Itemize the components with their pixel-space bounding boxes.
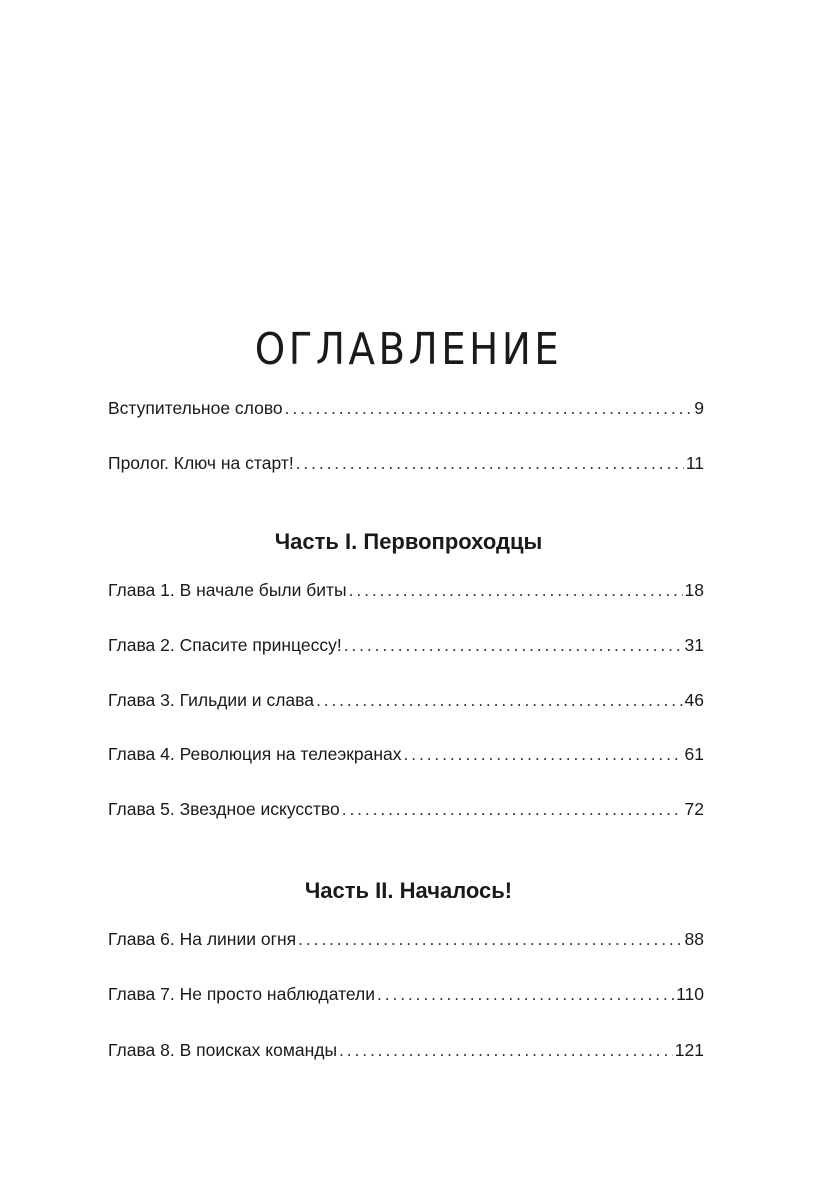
toc-entry-chapter-2	[108, 633, 704, 657]
toc-entry-chapter-1	[108, 578, 704, 602]
part-heading-2: Часть II. Началось!	[304, 878, 513, 903]
toc-entry-label: Глава 7. Не просто наблюдатели	[108, 984, 376, 1004]
dot-leader	[316, 688, 683, 712]
toc-entry-page: 9	[694, 398, 704, 418]
dot-leader	[285, 396, 693, 420]
toc-entry-page: 110	[676, 984, 704, 1004]
toc-entry-label: Глава 5. Звездное искусство	[108, 799, 340, 819]
toc-entry-chapter-7	[108, 982, 704, 1006]
toc-entry-chapter-5	[108, 797, 704, 821]
toc-entry-label: Глава 3. Гильдии и слава	[108, 690, 314, 710]
dot-leader	[404, 742, 683, 766]
toc-entry-label: Вступительное слово	[108, 398, 283, 418]
toc-entry-page: 46	[684, 690, 704, 710]
toc-entry-page: 11	[685, 453, 704, 473]
toc-entry-chapter-8	[108, 1038, 704, 1062]
dot-leader	[349, 578, 683, 602]
toc-entry-intro	[108, 396, 704, 420]
toc-entry-page: 61	[684, 744, 704, 764]
toc-entry-page: 121	[674, 1040, 704, 1060]
toc-entry-page: 72	[684, 799, 704, 819]
toc-entry-chapter-4	[108, 742, 704, 766]
page-title: ОГЛАВЛЕНИЕ	[254, 324, 563, 375]
toc-entry-label: Глава 6. На линии огня	[108, 929, 297, 949]
dot-leader	[296, 451, 684, 475]
toc-entry-label: Глава 8. В поисках команды	[108, 1040, 338, 1060]
toc-entry-page: 18	[684, 580, 704, 600]
toc-entry-prologue	[108, 451, 704, 475]
dot-leader	[339, 1038, 673, 1062]
toc-entry-page: 31	[684, 635, 704, 655]
toc-entry-page: 88	[684, 929, 704, 949]
dot-leader	[298, 927, 682, 951]
dot-leader	[344, 633, 683, 657]
part-heading-1: Часть I. Первопроходцы	[274, 529, 543, 554]
toc-entry-label: Глава 4. Революция на телеэкранах	[108, 744, 402, 764]
toc-entry-label: Пролог. Ключ на старт!	[108, 453, 294, 473]
dot-leader	[377, 982, 674, 1006]
toc-entry-chapter-6	[108, 927, 704, 951]
toc-entry-label: Глава 1. В начале были биты	[108, 580, 347, 600]
dot-leader	[342, 797, 683, 821]
toc-entry-label: Глава 2. Спасите принцессу!	[108, 635, 342, 655]
toc-entry-chapter-3	[108, 688, 704, 712]
